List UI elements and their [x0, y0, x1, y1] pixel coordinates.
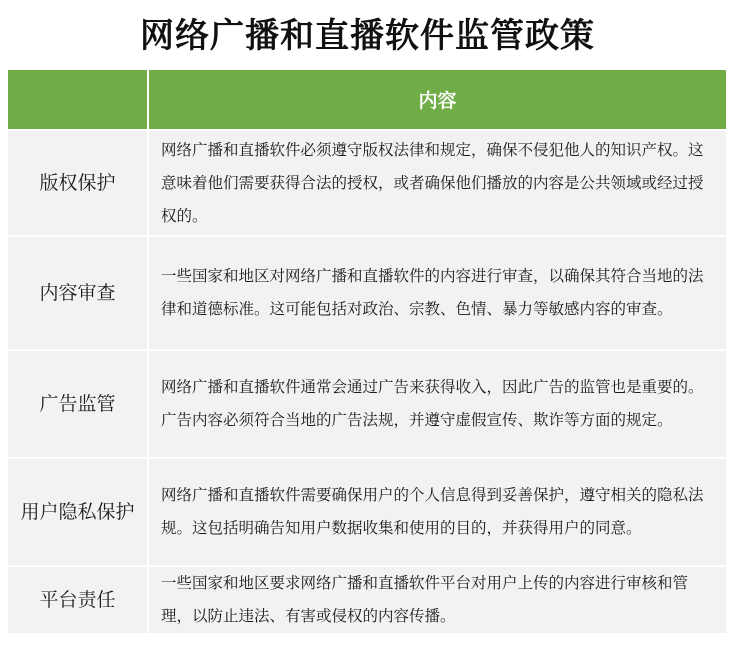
- header-category: [8, 70, 148, 130]
- policy-table-container: [8, 70, 726, 633]
- row-content: 网络广播和直播软件需要确保用户的个人信息得到妥善保护，遵守相关的隐私法规。这包括明确告知用户数据收集和使用的目的，并获得用户的同意。: [148, 458, 726, 566]
- row-category: 广告监管: [8, 350, 148, 458]
- table-row: [8, 566, 726, 633]
- row-content: 一些国家和地区对网络广播和直播软件的内容进行审查，以确保其符合当地的法律和道德标准。这可能包括对政治、宗教、色情、暴力等敏感内容的审查。: [148, 236, 726, 350]
- row-content: 网络广播和直播软件必须遵守版权法律和规定，确保不侵犯他人的知识产权。这意味着他们需要获得合法的授权，或者确保他们播放的内容是公共领域或经过授权的。: [148, 130, 726, 236]
- table-row: [8, 236, 726, 350]
- row-category: 内容审查: [8, 236, 148, 350]
- table-header-row: [8, 70, 726, 130]
- policy-table: [8, 70, 726, 633]
- page-title: 网络广播和直播软件监管政策: [140, 16, 595, 56]
- header-content: 内容: [148, 70, 726, 130]
- row-category: 平台责任: [8, 566, 148, 633]
- table-row: [8, 350, 726, 458]
- table-row: [8, 130, 726, 236]
- row-category: 版权保护: [8, 130, 148, 236]
- row-content: 一些国家和地区要求网络广播和直播软件平台对用户上传的内容进行审核和管理，以防止违法、有害或侵权的内容传播。: [148, 566, 726, 633]
- table-row: [8, 458, 726, 566]
- row-category: 用户隐私保护: [8, 458, 148, 566]
- row-content: 网络广播和直播软件通常会通过广告来获得收入，因此广告的监管也是重要的。广告内容必须符合当地的广告法规，并遵守虚假宣传、欺诈等方面的规定。: [148, 350, 726, 458]
